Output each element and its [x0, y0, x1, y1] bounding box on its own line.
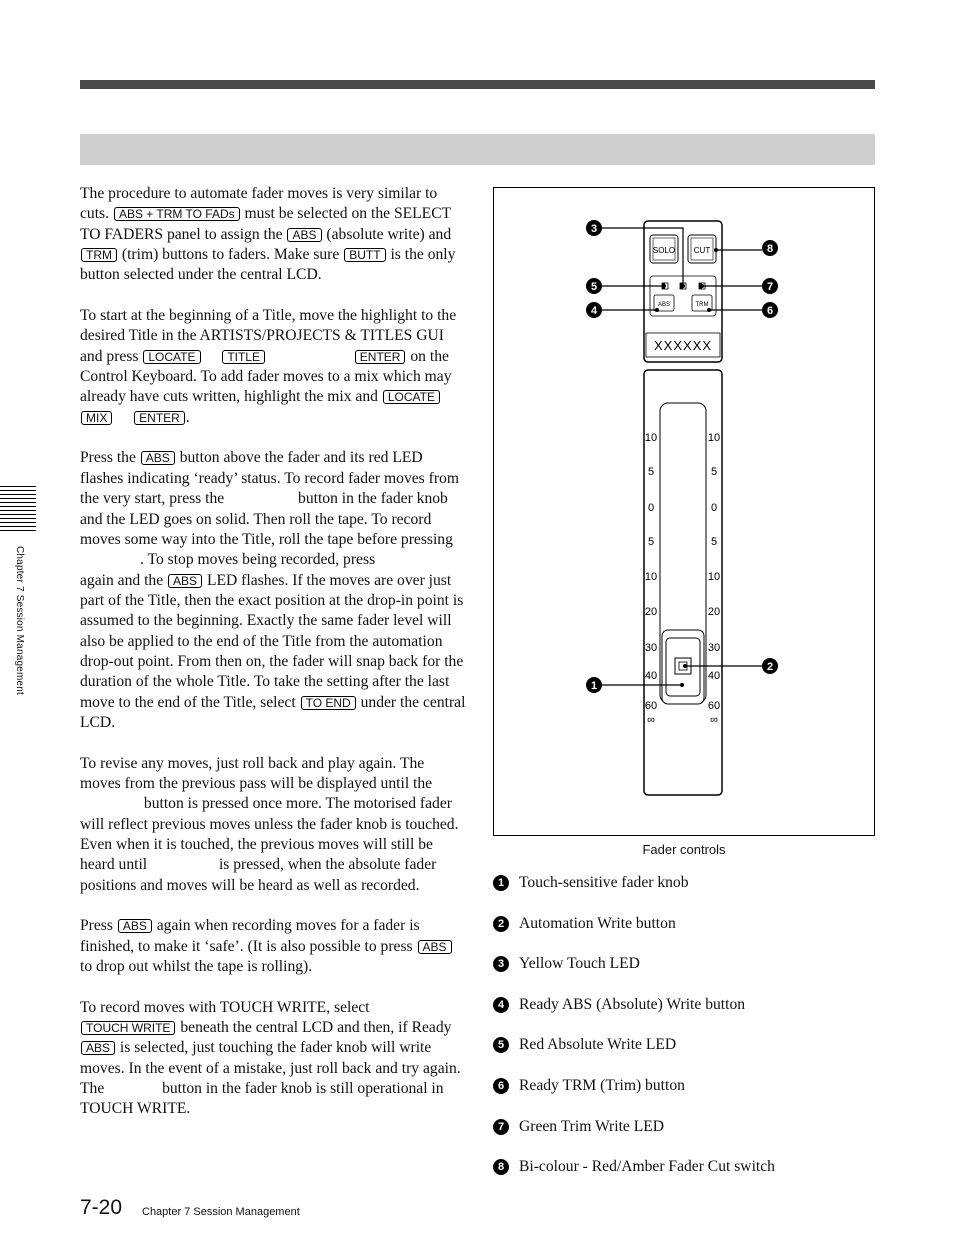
legend-number: 3: [493, 956, 509, 972]
key-enter-2: ENTER: [134, 411, 185, 425]
scale-left-tick-1: 5: [647, 466, 655, 478]
callout-number-6: 6: [766, 305, 774, 317]
legend-item: [493, 1157, 893, 1177]
scale-left-tick-7: 40: [644, 670, 658, 682]
solo-label: SOLO: [652, 246, 676, 255]
paragraph-safe: Press ABS again when recording moves for a fader is finished, to make it ‘safe’. (It is also possible to press ABS to drop out whilst the tape is rolling).: [80, 916, 466, 977]
body-text-column: [80, 184, 466, 1140]
paragraph-recording: Press the ABS button above the fader and its red LED flashes indicating ‘ready’ status. To record fader moves from the very start, press the button in the fader knob and the LED goes on solid. Then roll the tape. To record moves some way into the Title, roll the tape before pressing . To stop moves being recorded, press again and the ABS LED flashes. If the moves are over just part of the Title, then the exact position at the drop-in point is assumed to the beginning. Exactly the same fader level will also be applied to the end of the Title from the automation drop-out point. From then on, the fader will snap back for the duration of the whole Title. To take the setting after the last move to the end of the Title, select TO END under the central LCD.: [80, 449, 466, 731]
key-abs-trm-to-fads: ABS + TRM TO FADs: [114, 207, 240, 221]
scale-left-tick-4: 10: [644, 571, 658, 583]
figure-caption: Fader controls: [642, 842, 726, 857]
abs-label: ABS: [657, 302, 671, 308]
legend-item: [493, 1076, 893, 1096]
key-touch-write: TOUCH WRITE: [81, 1021, 175, 1035]
scale-right-tick-8: 60: [707, 700, 721, 712]
trm-label: TRM: [695, 302, 709, 308]
figure-legend: [493, 873, 893, 1198]
fader-figure-frame: [493, 187, 875, 836]
legend-item: [493, 914, 893, 934]
key-trm: TRM: [81, 248, 117, 262]
footer-chapter: Chapter 7 Session Management: [142, 1206, 300, 1218]
scale-left-tick-6: 30: [644, 642, 658, 654]
callout-number-2: 2: [766, 661, 774, 673]
legend-label: Touch-sensitive fader knob: [519, 874, 689, 891]
callout-number-3: 3: [590, 223, 598, 235]
scale-left-tick-8: 60: [644, 700, 658, 712]
legend-number: 4: [493, 997, 509, 1013]
page-number: 7-20: [80, 1196, 123, 1219]
key-locate-2: LOCATE: [383, 390, 440, 404]
legend-item: [493, 954, 893, 974]
key-enter: ENTER: [355, 350, 406, 364]
legend-number: 8: [493, 1159, 509, 1175]
scale-right-tick-5: 20: [707, 606, 721, 618]
scale-right-tick-2: 0: [710, 502, 718, 514]
legend-number: 5: [493, 1037, 509, 1053]
key-abs-3: ABS: [141, 451, 175, 465]
scale-right-tick-4: 10: [707, 571, 721, 583]
scale-right-tick-0: 10: [707, 432, 721, 444]
callout-number-1: 1: [590, 680, 598, 692]
scale-left-tick-5: 20: [644, 606, 658, 618]
legend-number: 6: [493, 1078, 509, 1094]
scale-right-tick-7: 40: [707, 670, 721, 682]
legend-item: [493, 1035, 893, 1055]
key-abs-4: ABS: [168, 574, 202, 588]
key-mix: MIX: [81, 411, 112, 425]
paragraph-touch-write: To record moves with TOUCH WRITE, select TOUCH WRITE beneath the central LCD and then, if Ready ABS is selected, just touching the fader knob will write moves. In the event of a mistake, just roll back and try again. The button in the fader knob is still operational in TOUCH WRITE.: [80, 998, 461, 1118]
chapter-side-label: Chapter 7 Session Management: [14, 546, 25, 696]
scale-right-tick-9: ∞: [710, 714, 718, 726]
legend-number: 1: [493, 875, 509, 891]
callout-number-7: 7: [766, 281, 774, 293]
scale-left-tick-0: 10: [644, 432, 658, 444]
legend-number: 2: [493, 916, 509, 932]
cut-label: CUT: [693, 246, 711, 255]
legend-label: Automation Write button: [519, 914, 676, 932]
legend-label: Red Absolute Write LED: [519, 1036, 677, 1054]
callout-number-4: 4: [590, 305, 598, 317]
key-abs: ABS: [287, 228, 321, 242]
chapter-thumb-tab: [0, 486, 36, 532]
scale-right-tick-1: 5: [710, 466, 718, 478]
paragraph-start-title: To start at the beginning of a Title, move the highlight to the desired Title in the ARTISTS/PROJECTS & TITLES GUI and press LOCATE TITLE ENTER on the Control Keyboard. To add fader moves to a mix which may already have cuts written, highlight the mix and LOCATE MIX ENTER .: [80, 307, 457, 426]
key-butt: BUTT: [344, 248, 385, 262]
legend-item: [493, 873, 893, 893]
key-locate: LOCATE: [143, 350, 200, 364]
paragraph-revise: To revise any moves, just roll back and play again. The moves from the previous pass will be displayed until the button is pressed once more. The motorised fader will reflect previous moves unless the fader knob is touched. Even when it is touched, the previous moves will still be heard until is pressed, when the absolute fader positions and moves will be heard as well as recorded.: [80, 754, 459, 894]
paragraph-assign-faders: The procedure to automate fader moves is very similar to cuts. ABS + TRM TO FADs must be selected on the SELECT TO FADERS panel to assign the ABS (absolute write) and TRM (trim) buttons to faders. Make sure BUTT is the only button selected under the central LCD.: [80, 185, 456, 284]
legend-item: [493, 995, 893, 1015]
key-abs-6: ABS: [418, 940, 452, 954]
key-to-end: TO END: [301, 696, 356, 710]
callout-number-5: 5: [590, 281, 598, 293]
legend-label: Ready ABS (Absolute) Write button: [519, 995, 746, 1013]
section-heading-band: [80, 134, 875, 165]
legend-label: Bi-colour - Red/Amber Fader Cut switch: [519, 1158, 775, 1176]
callout-number-8: 8: [766, 243, 774, 255]
legend-label: Ready TRM (Trim) button: [519, 1076, 685, 1094]
fader-diagram: [494, 188, 874, 835]
channel-display-text: XXXXXX: [653, 338, 713, 353]
scale-left-tick-3: 5: [647, 536, 655, 548]
header-rule: [80, 80, 875, 89]
scale-right-tick-3: 5: [710, 536, 718, 548]
key-abs-5: ABS: [118, 919, 152, 933]
legend-label: Green Trim Write LED: [519, 1117, 665, 1135]
key-abs-7: ABS: [81, 1041, 115, 1055]
legend-number: 7: [493, 1119, 509, 1135]
legend-label: Yellow Touch LED: [519, 955, 640, 973]
scale-left-tick-9: ∞: [647, 714, 655, 726]
key-title: TITLE: [222, 350, 265, 364]
scale-left-tick-2: 0: [647, 502, 655, 514]
legend-item: [493, 1117, 893, 1137]
scale-right-tick-6: 30: [707, 642, 721, 654]
